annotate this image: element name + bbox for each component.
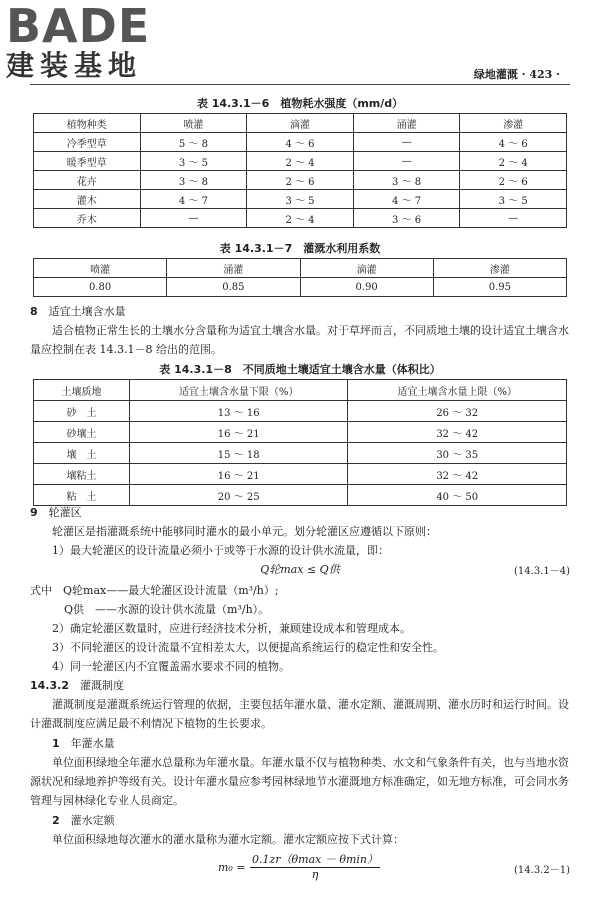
- section-9-item-2: 2）确定轮灌区数量时，应进行经济技术分析，兼顾建设成本和管理成本。: [52, 622, 411, 635]
- section-1432-paragraph: 灌溉制度是灌溉系统运行管理的依据，主要包括年灌水量、灌水定额、灌溉周期、灌水历时和运行时间。设计灌溉制度应满足最不利情况下植物的生长要求。: [30, 698, 569, 730]
- table-cell: 3 ～ 8: [353, 171, 460, 190]
- table-cell: 暖季型草: [34, 152, 141, 171]
- table-cell: 2 ～ 4: [247, 209, 354, 228]
- table-cell: 乔木: [34, 209, 141, 228]
- table-header: 土壤质地: [34, 380, 130, 401]
- running-title: 绿地灌溉 · 423 ·: [473, 68, 560, 81]
- table-cell: 16 ～ 21: [129, 464, 348, 485]
- table-cell: 0.90: [300, 278, 433, 297]
- section-8-paragraph: 适合植物正常生长的土壤水分含量称为适宜土壤含水量。对于草坪而言，不同质地土壤的设计适宜土壤含水量应控制在表 14.3.1－8 给出的范围。: [30, 324, 569, 356]
- subsection-title: 年灌水量: [70, 737, 115, 750]
- table-header: 喷灌: [140, 114, 247, 133]
- table-cell: 32 ～ 42: [348, 422, 567, 443]
- section-8-heading: [30, 302, 570, 321]
- table-cell: 0.95: [433, 278, 566, 297]
- table-header: 滴灌: [300, 259, 433, 278]
- table-cell: 砂壤土: [34, 422, 130, 443]
- table-cell: 2 ～ 4: [247, 152, 354, 171]
- subsection-number: 2: [52, 814, 60, 827]
- table-cell: 5 ～ 8: [140, 133, 247, 152]
- section-1432-heading: [30, 676, 570, 695]
- table-cell: 4 ～ 6: [247, 133, 354, 152]
- where-line-1: 式中 Q轮max——最大轮灌区设计流量（m³/h）;: [30, 584, 279, 597]
- table-cell: 20 ～ 25: [129, 485, 348, 506]
- section-title: 适宜土壤含水量: [48, 305, 126, 318]
- table-header: 适宜土壤含水量上限（%）: [348, 380, 567, 401]
- where-line-2: Q供 ——水源的设计供水流量（m³/h）。: [64, 603, 270, 616]
- table-cell: 0.85: [167, 278, 300, 297]
- table-row: [34, 443, 567, 464]
- table-cell: 2 ～ 6: [247, 171, 354, 190]
- table-cell: 4 ～ 7: [353, 190, 460, 209]
- table-header: 渗灌: [460, 114, 567, 133]
- table-cell: 3 ～ 8: [140, 171, 247, 190]
- table-header-row: [34, 259, 567, 278]
- table-cell: 4 ～ 6: [460, 133, 567, 152]
- equation-1-number: (14.3.1－4): [514, 566, 570, 577]
- table-header-row: [34, 380, 567, 401]
- table-cell: 3 ～ 6: [353, 209, 460, 228]
- equation-2-lhs: m₀ =: [218, 861, 246, 874]
- table-row: [34, 209, 567, 228]
- equation-2-numerator: 0.1zr（θmax － θmin）: [251, 853, 378, 866]
- table-cell: 2 ～ 6: [460, 171, 567, 190]
- table-cell: 灌木: [34, 190, 141, 209]
- table-row: [34, 171, 567, 190]
- table-header: 适宜土壤含水量下限（%）: [129, 380, 348, 401]
- table-header: 涌灌: [353, 114, 460, 133]
- table-row: [34, 152, 567, 171]
- table8: [33, 379, 567, 506]
- equation-2-number: (14.3.2－1): [514, 865, 570, 876]
- table7-caption: 表 14.3.1－7 灌溉水利用系数: [219, 242, 381, 255]
- table-row: [34, 278, 567, 297]
- section-9-intro: 轮灌区是指灌溉系统中能够同时灌水的最小单元。划分轮灌区应遵循以下原则：: [52, 525, 437, 538]
- table-cell: —: [353, 133, 460, 152]
- table6: [33, 113, 567, 228]
- table-header: 植物种类: [34, 114, 141, 133]
- table-row: [34, 190, 567, 209]
- table-header: 滴灌: [247, 114, 354, 133]
- table-cell: 13 ～ 16: [129, 401, 348, 422]
- table-cell: 壤粘土: [34, 464, 130, 485]
- header-rule: [30, 84, 570, 85]
- table6-caption: 表 14.3.1－6 植物耗水强度（mm/d）: [196, 97, 404, 110]
- section-number: 8: [30, 305, 38, 318]
- logo-brand: BADE: [6, 0, 151, 53]
- subsection-1-heading: [52, 734, 552, 753]
- equation-1: Q轮max ≤ Q供: [260, 563, 340, 576]
- table-cell: 粘 土: [34, 485, 130, 506]
- section-9-item-3: 3）不同轮灌区的设计流量不宜相差太大，以便提高系统运行的稳定性和安全性。: [52, 641, 444, 654]
- table-cell: —: [140, 209, 247, 228]
- table-cell: 16 ～ 21: [129, 422, 348, 443]
- table-cell: 3 ～ 5: [140, 152, 247, 171]
- subsection-title: 灌水定额: [70, 814, 115, 827]
- table-cell: 2 ～ 4: [460, 152, 567, 171]
- logo-cn: 建装基地: [6, 49, 143, 82]
- subsection-number: 1: [52, 737, 60, 750]
- table-cell: 壤 土: [34, 443, 130, 464]
- section-9-item-4: 4）同一轮灌区内不宜覆盖需水要求不同的植物。: [52, 660, 290, 673]
- table-cell: —: [460, 209, 567, 228]
- table-header-row: [34, 114, 567, 133]
- section-title: 灌溉制度: [79, 679, 124, 692]
- table-cell: 40 ～ 50: [348, 485, 567, 506]
- table-header: 渗灌: [433, 259, 566, 278]
- section-title: 轮灌区: [48, 506, 82, 519]
- subsection-2-paragraph: 单位面积绿地每次灌水的灌水量称为灌水定额。灌水定额应按下式计算：: [52, 833, 404, 846]
- table-cell: 0.80: [34, 278, 167, 297]
- section-9-heading: [30, 503, 570, 522]
- table-cell: 15 ～ 18: [129, 443, 348, 464]
- table-cell: 冷季型草: [34, 133, 141, 152]
- subsection-1-paragraph: 单位面积绿地全年灌水总量称为年灌水量。年灌水量不仅与植物种类、水文和气象条件有关，也与当地水资源状况和绿地养护等级有关。设计年灌水量应参考园林绿地节水灌溉地方标准确定，如无地方标准，可会同水务管理与园林绿化专业人员商定。: [30, 756, 569, 807]
- section-number: 14.3.2: [30, 679, 69, 692]
- table7: [33, 258, 567, 297]
- subsection-2-heading: [52, 811, 552, 830]
- table-cell: 花卉: [34, 171, 141, 190]
- table-row: [34, 133, 567, 152]
- table-row: [34, 401, 567, 422]
- equation-2-denominator: η: [311, 868, 319, 881]
- table-cell: 3 ～ 5: [247, 190, 354, 209]
- table-cell: 32 ～ 42: [348, 464, 567, 485]
- table-row: [34, 464, 567, 485]
- table-header: 喷灌: [34, 259, 167, 278]
- table-row: [34, 422, 567, 443]
- table-cell: 砂 土: [34, 401, 130, 422]
- section-number: 9: [30, 506, 38, 519]
- table-cell: 3 ～ 5: [460, 190, 567, 209]
- section-9-item-1: 1）最大轮灌区的设计流量必须小于或等于水源的设计供水流量，即：: [52, 544, 389, 557]
- table-cell: —: [353, 152, 460, 171]
- table-cell: 30 ～ 35: [348, 443, 567, 464]
- table-header: 涌灌: [167, 259, 300, 278]
- table-cell: 4 ～ 7: [140, 190, 247, 209]
- table-cell: 26 ～ 32: [348, 401, 567, 422]
- table8-caption: 表 14.3.1－8 不同质地土壤适宜土壤含水量（体积比）: [159, 363, 441, 376]
